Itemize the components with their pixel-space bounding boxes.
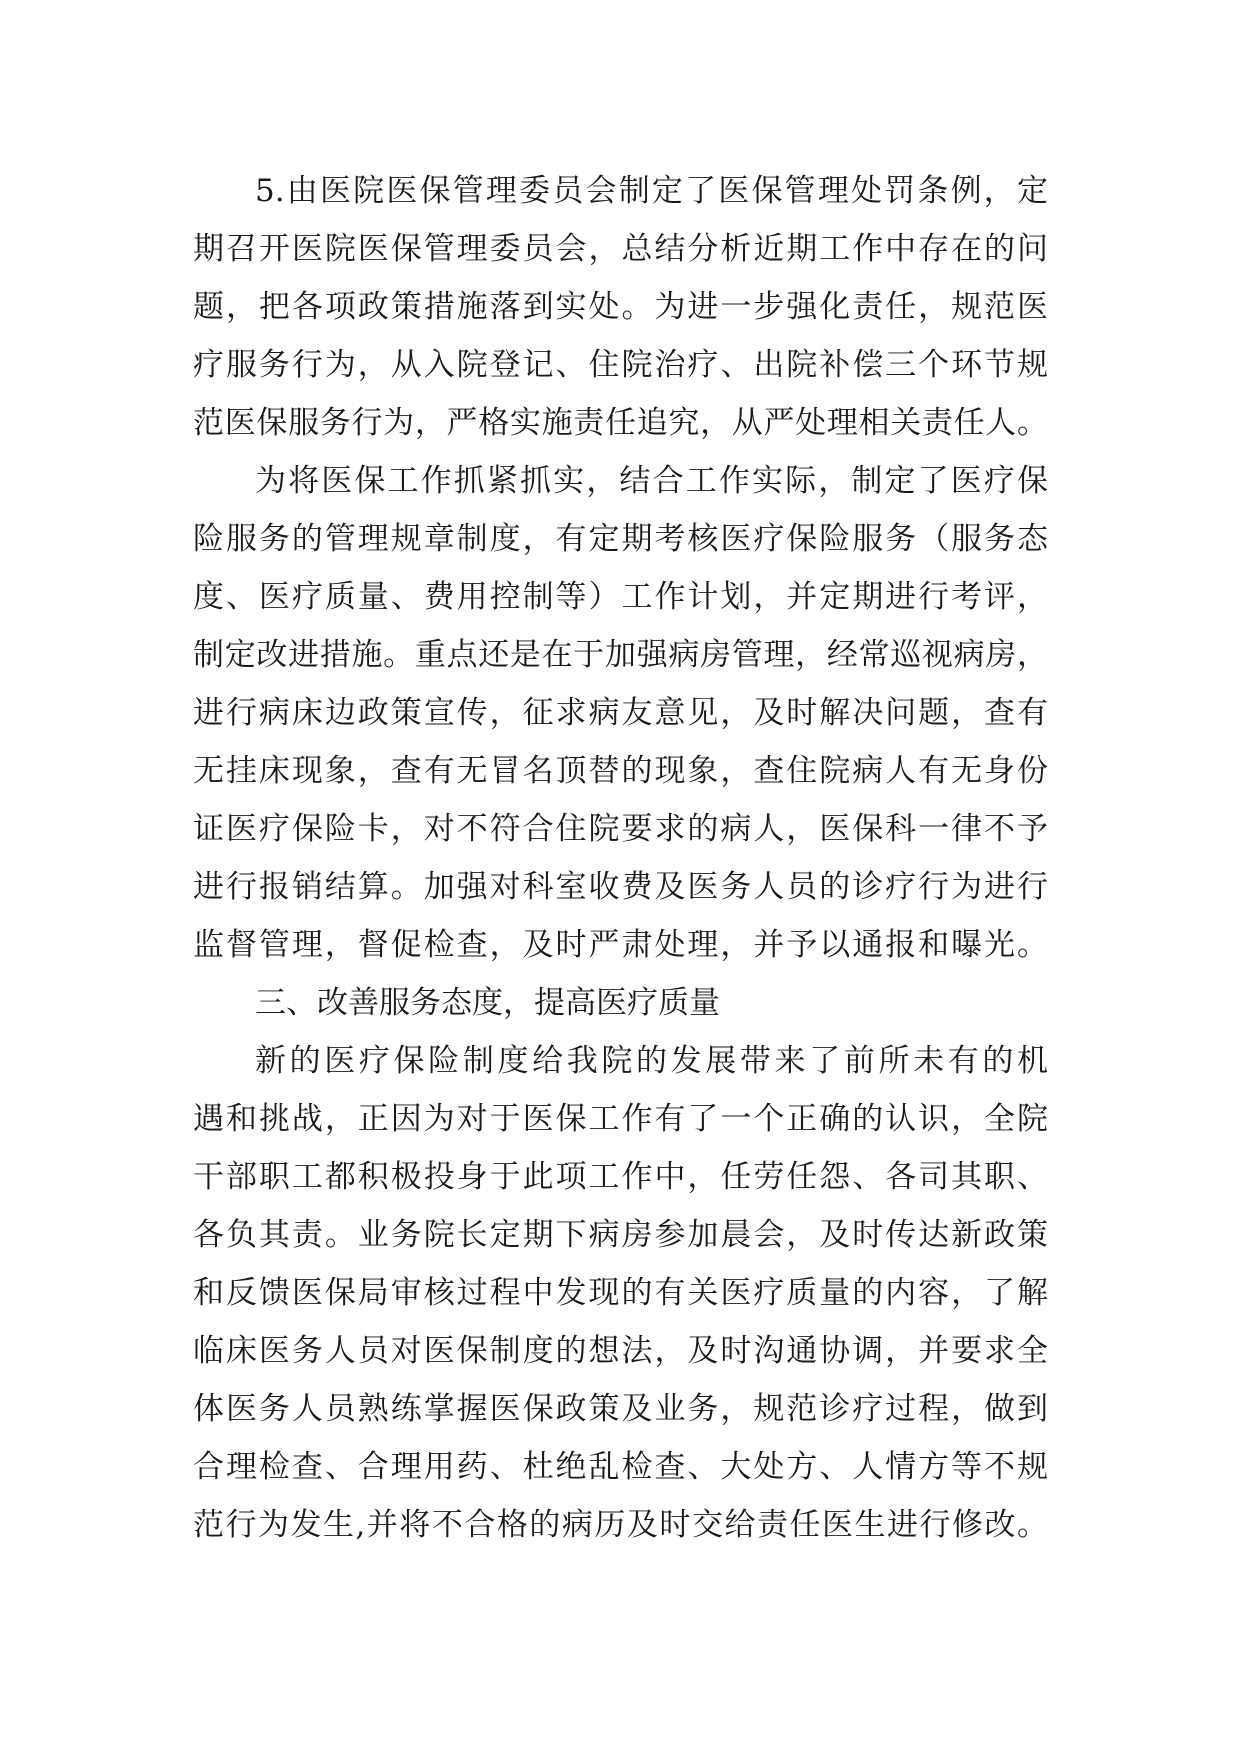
paragraph-line: 制定改进措施。重点还是在于加强病房管理，经常巡视病房， (193, 637, 1048, 673)
paragraph-line: 险服务的管理规章制度，有定期考核医疗保险服务（服务态 (193, 521, 1048, 557)
paragraph-line: 疗服务行为，从入院登记、住院治疗、出院补偿三个环节规 (193, 347, 1048, 383)
paragraph-line: 期召开医院医保管理委员会，总结分析近期工作中存在的问 (193, 231, 1048, 267)
paragraph-line: 临床医务人员对医保制度的想法，及时沟通协调，并要求全 (193, 1333, 1048, 1369)
paragraph-line: 体医务人员熟练掌握医保政策及业务，规范诊疗过程，做到 (193, 1391, 1048, 1427)
paragraph-line: 证医疗保险卡，对不符合住院要求的病人，医保科一律不予 (193, 811, 1048, 847)
section-heading: 三、改善服务态度，提高医疗质量 (255, 985, 720, 1021)
paragraph-line: 题，把各项政策措施落到实处。为进一步强化责任，规范医 (193, 289, 1048, 325)
paragraph-line: 各负其责。业务院长定期下病房参加晨会，及时传达新政策 (193, 1217, 1048, 1253)
document-body (193, 162, 1048, 1554)
paragraph-line: 监督管理，督促检查，及时严肃处理，并予以通报和曝光。 (193, 927, 1048, 963)
paragraph-line: 范医保服务行为，严格实施责任追究，从严处理相关责任人。 (193, 405, 1048, 441)
paragraph-line: 范行为发生,并将不合格的病历及时交给责任医生进行修改。 (193, 1507, 1048, 1543)
paragraph-line: 干部职工都积极投身于此项工作中，任劳任怨、各司其职、 (193, 1159, 1048, 1195)
paragraph-line: 进行报销结算。加强对科室收费及医务人员的诊疗行为进行 (193, 869, 1048, 905)
paragraph-line: 合理检查、合理用药、杜绝乱检查、大处方、人情方等不规 (193, 1449, 1048, 1485)
paragraph-line: 度、医疗质量、费用控制等）工作计划，并定期进行考评， (193, 579, 1048, 615)
paragraph-line: 和反馈医保局审核过程中发现的有关医疗质量的内容，了解 (193, 1275, 1048, 1311)
paragraph-line: 遇和挑战，正因为对于医保工作有了一个正确的认识，全院 (193, 1101, 1048, 1137)
paragraph-line: 5.由医院医保管理委员会制定了医保管理处罚条例，定 (255, 173, 1048, 209)
paragraph-line: 新的医疗保险制度给我院的发展带来了前所未有的机 (255, 1043, 1048, 1079)
paragraph-line: 为将医保工作抓紧抓实，结合工作实际，制定了医疗保 (255, 463, 1048, 499)
paragraph-line: 进行病床边政策宣传，征求病友意见，及时解决问题，查有 (193, 695, 1048, 731)
paragraph-line: 无挂床现象，查有无冒名顶替的现象，查住院病人有无身份 (193, 753, 1048, 789)
